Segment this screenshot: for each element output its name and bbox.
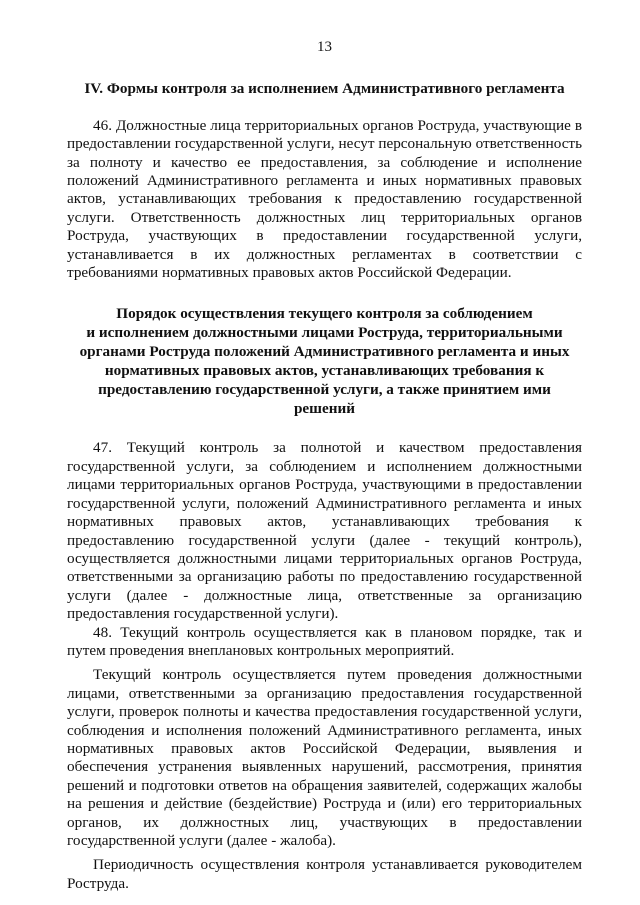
- paragraph-periodicity: Периодичность осуществления контроля устанавливается руководителем Роструда.: [67, 856, 582, 892]
- paragraph-48: 48. Текущий контроль осуществляется как в плановом порядке, так и путем проведения внеплановых контрольных мероприятий.: [67, 623, 582, 659]
- subheading-line: предоставлению государственной услуги, а также принятием ими решений: [98, 381, 551, 418]
- section-heading: IV. Формы контроля за исполнением Административного регламента: [84, 80, 565, 98]
- subheading-line: органами Роструда положений Административного регламента и иных: [79, 343, 570, 361]
- paragraph-47: 47. Текущий контроль за полнотой и качеством предоставления государственной услуги, за соблюдением и исполнением должностными лицами территориальных органов Роструда, участвующими в предоставлении государственной услуги, положений Административного регламента и иных нормативных правовых актов, устанавливающих требования к предоставлению государственной услуги (далее - текущий контроль), осуществляется должностными лицами территориальных органов Роструда, ответственными за организацию работы по предоставлению государственной услуги (далее - должностные лица, ответственные за организацию предоставления государственной услуги).: [67, 439, 582, 623]
- subheading-line: Порядок осуществления текущего контроля за соблюдением: [116, 305, 533, 323]
- subheading-line: и исполнением должностными лицами Роструда, территориальными: [86, 324, 563, 342]
- paragraph-current-control: Текущий контроль осуществляется путем проведения должностными лицами, ответственными за организацию предоставления государственной услуги, проверок полноты и качества предоставления государственной услуги, соблюдения и исполнения положений Административного регламента, иных нормативных правовых актов Российской Федерации, выявления и обеспечения устранения выявленных нарушений, рассмотрения, принятия решений и подготовки ответов на обращения заявителей, содержащих жалобы на решения и действие (бездействие) Роструда и (или) его территориальных органов, их должностных лиц, участвующих в предоставлении государственной услуги (далее - жалоба).: [67, 666, 582, 849]
- paragraph-46: 46. Должностные лица территориальных органов Роструда, участвующие в предоставлении государственной услуги, несут персональную ответственность за полноту и качество ее предоставления, за соблюдение и исполнение положений Административного регламента и иных нормативных правовых актов, устанавливающих требования к предоставлению государственной услуги. Ответственность должностных лиц территориальных органов Роструда, участвующих в предоставлении государственной услуги, устанавливается в их должностных регламентах в соответствии с требованиями нормативных правовых актов Российской Федерации.: [67, 116, 582, 282]
- subheading-line: нормативных правовых актов, устанавливающих требования к: [104, 362, 545, 380]
- page-number: 13: [317, 39, 332, 55]
- subheading-current-control: [67, 304, 582, 418]
